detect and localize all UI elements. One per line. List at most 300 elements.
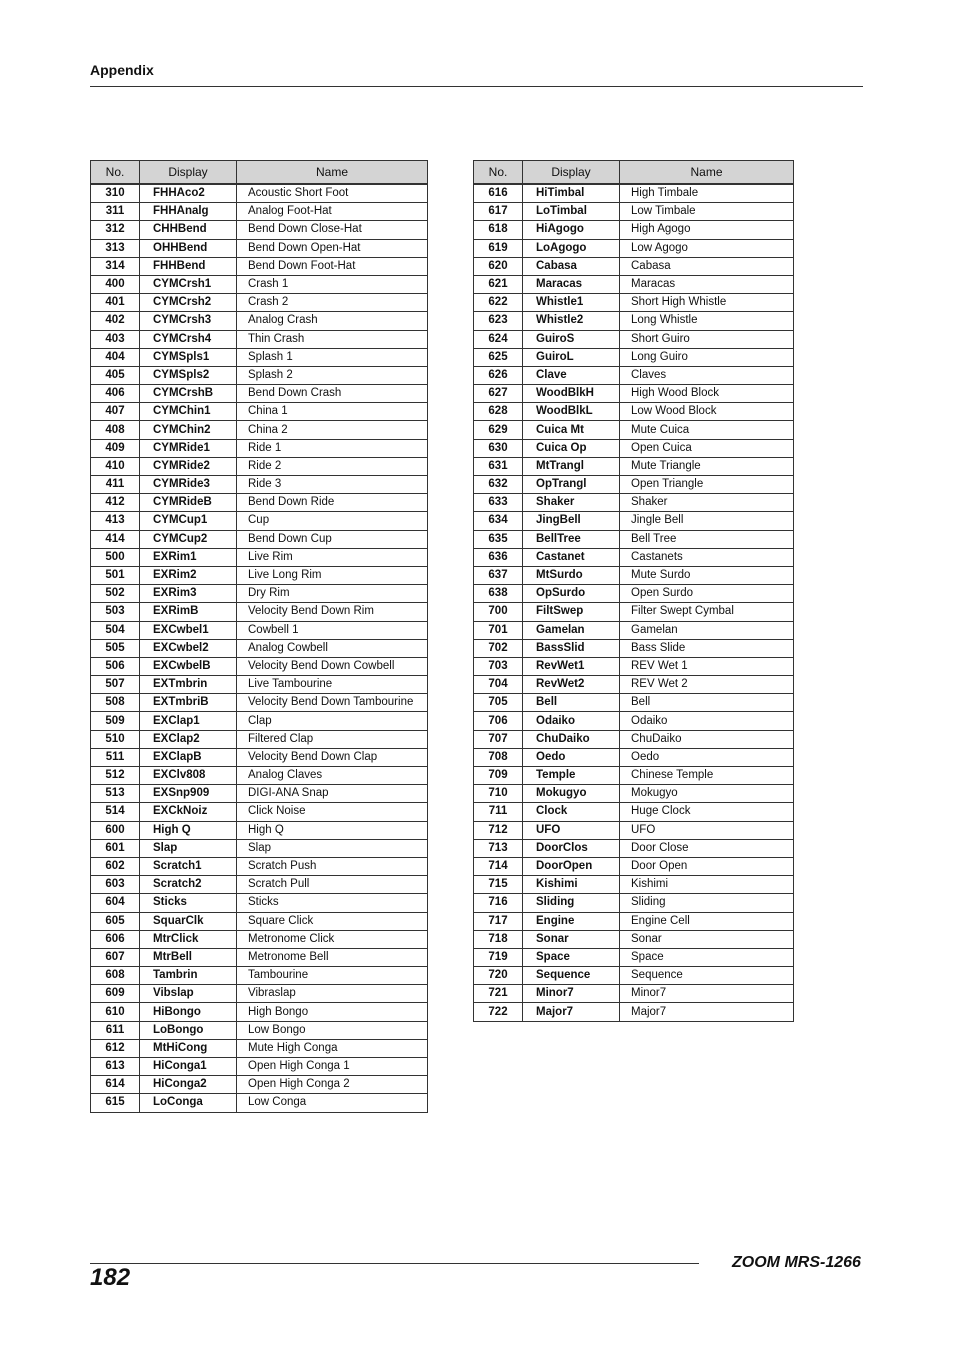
table-row bbox=[474, 767, 794, 785]
table-row bbox=[91, 821, 428, 839]
table-row bbox=[91, 1003, 428, 1021]
cell-no: 701 bbox=[474, 621, 523, 639]
cell-display: Clock bbox=[523, 803, 620, 821]
cell-name: Filtered Clap bbox=[237, 730, 428, 748]
cell-display: FHHBend bbox=[140, 257, 237, 275]
cell-no: 611 bbox=[91, 1021, 140, 1039]
cell-no: 715 bbox=[474, 876, 523, 894]
cell-name: Ride 1 bbox=[237, 439, 428, 457]
cell-display: GuiroL bbox=[523, 348, 620, 366]
cell-name: Castanets bbox=[620, 548, 794, 566]
cell-display: OpSurdo bbox=[523, 585, 620, 603]
cell-name: Sticks bbox=[237, 894, 428, 912]
table-row bbox=[91, 203, 428, 221]
cell-no: 601 bbox=[91, 839, 140, 857]
table-row bbox=[474, 548, 794, 566]
cell-no: 410 bbox=[91, 457, 140, 475]
cell-no: 631 bbox=[474, 457, 523, 475]
cell-name: Bend Down Cup bbox=[237, 530, 428, 548]
cell-name: Click Noise bbox=[237, 803, 428, 821]
cell-no: 618 bbox=[474, 221, 523, 239]
cell-no: 704 bbox=[474, 676, 523, 694]
cell-no: 620 bbox=[474, 257, 523, 275]
cell-no: 413 bbox=[91, 512, 140, 530]
table-row bbox=[91, 967, 428, 985]
header-rule bbox=[90, 86, 863, 87]
cell-no: 625 bbox=[474, 348, 523, 366]
table-row bbox=[474, 530, 794, 548]
cell-name: Cowbell 1 bbox=[237, 621, 428, 639]
cell-name: Open High Conga 2 bbox=[237, 1076, 428, 1094]
table-row bbox=[91, 712, 428, 730]
cell-name: Analog Foot-Hat bbox=[237, 203, 428, 221]
cell-no: 610 bbox=[91, 1003, 140, 1021]
cell-no: 708 bbox=[474, 748, 523, 766]
cell-name: Mute Surdo bbox=[620, 566, 794, 584]
cell-no: 514 bbox=[91, 803, 140, 821]
table-row bbox=[474, 385, 794, 403]
cell-name: High Q bbox=[237, 821, 428, 839]
table-row bbox=[91, 876, 428, 894]
cell-no: 604 bbox=[91, 894, 140, 912]
cell-display: DoorOpen bbox=[523, 857, 620, 875]
table-row bbox=[474, 857, 794, 875]
table-row bbox=[474, 948, 794, 966]
table-row bbox=[91, 1076, 428, 1094]
cell-no: 507 bbox=[91, 676, 140, 694]
table-row bbox=[91, 330, 428, 348]
cell-display: EXClap2 bbox=[140, 730, 237, 748]
cell-display: Cuica Op bbox=[523, 439, 620, 457]
cell-name: China 2 bbox=[237, 421, 428, 439]
cell-name: Bass Slide bbox=[620, 639, 794, 657]
cell-display: FHHAnalg bbox=[140, 203, 237, 221]
cell-no: 622 bbox=[474, 294, 523, 312]
cell-no: 605 bbox=[91, 912, 140, 930]
cell-display: WoodBlkL bbox=[523, 403, 620, 421]
table-row bbox=[91, 603, 428, 621]
table-row bbox=[474, 566, 794, 584]
table-row bbox=[474, 657, 794, 675]
cell-display: CYMCrshB bbox=[140, 385, 237, 403]
cell-display: EXCwbelB bbox=[140, 657, 237, 675]
cell-display: EXRim2 bbox=[140, 566, 237, 584]
cell-name: Crash 2 bbox=[237, 294, 428, 312]
table-row bbox=[91, 730, 428, 748]
cell-display: Castanet bbox=[523, 548, 620, 566]
cell-name: China 1 bbox=[237, 403, 428, 421]
cell-name: Cup bbox=[237, 512, 428, 530]
table-row bbox=[91, 857, 428, 875]
cell-display: MtHiCong bbox=[140, 1039, 237, 1057]
cell-name: Scratch Push bbox=[237, 857, 428, 875]
cell-no: 404 bbox=[91, 348, 140, 366]
cell-display: Sonar bbox=[523, 930, 620, 948]
cell-no: 621 bbox=[474, 275, 523, 293]
table-row bbox=[91, 1039, 428, 1057]
cell-name: Bend Down Foot-Hat bbox=[237, 257, 428, 275]
cell-no: 616 bbox=[474, 184, 523, 203]
cell-display: LoConga bbox=[140, 1094, 237, 1112]
cell-name: Live Tambourine bbox=[237, 676, 428, 694]
table-row bbox=[474, 730, 794, 748]
cell-no: 503 bbox=[91, 603, 140, 621]
cell-no: 313 bbox=[91, 239, 140, 257]
cell-name: Thin Crash bbox=[237, 330, 428, 348]
cell-name: Shaker bbox=[620, 494, 794, 512]
cell-display: Gamelan bbox=[523, 621, 620, 639]
table-row bbox=[91, 385, 428, 403]
table-row bbox=[91, 912, 428, 930]
cell-display: MtrClick bbox=[140, 930, 237, 948]
cell-name: Velocity Bend Down Rim bbox=[237, 603, 428, 621]
table-row bbox=[474, 712, 794, 730]
table-row bbox=[91, 639, 428, 657]
cell-display: Bell bbox=[523, 694, 620, 712]
cell-no: 716 bbox=[474, 894, 523, 912]
cell-name: Long Guiro bbox=[620, 348, 794, 366]
table-row bbox=[474, 694, 794, 712]
cell-display: CYMCrsh1 bbox=[140, 275, 237, 293]
cell-display: Scratch2 bbox=[140, 876, 237, 894]
cell-name: Clap bbox=[237, 712, 428, 730]
table-row bbox=[91, 621, 428, 639]
cell-name: Bell bbox=[620, 694, 794, 712]
cell-display: UFO bbox=[523, 821, 620, 839]
cell-no: 718 bbox=[474, 930, 523, 948]
drum-table-left bbox=[90, 160, 428, 1113]
cell-name: Short High Whistle bbox=[620, 294, 794, 312]
cell-name: High Timbale bbox=[620, 184, 794, 203]
cell-name: High Agogo bbox=[620, 221, 794, 239]
cell-no: 609 bbox=[91, 985, 140, 1003]
table-row bbox=[91, 221, 428, 239]
cell-display: Scratch1 bbox=[140, 857, 237, 875]
cell-name: Slap bbox=[237, 839, 428, 857]
cell-name: High Wood Block bbox=[620, 385, 794, 403]
cell-display: CYMCup1 bbox=[140, 512, 237, 530]
cell-name: Bend Down Crash bbox=[237, 385, 428, 403]
table-row bbox=[474, 930, 794, 948]
cell-no: 500 bbox=[91, 548, 140, 566]
cell-no: 624 bbox=[474, 330, 523, 348]
cell-display: MtSurdo bbox=[523, 566, 620, 584]
cell-display: EXClv808 bbox=[140, 767, 237, 785]
cell-no: 312 bbox=[91, 221, 140, 239]
page-number: 182 bbox=[90, 1264, 131, 1291]
cell-display: EXCwbel2 bbox=[140, 639, 237, 657]
cell-display: FHHAco2 bbox=[140, 184, 237, 203]
cell-display: RevWet1 bbox=[523, 657, 620, 675]
cell-display: Slap bbox=[140, 839, 237, 857]
cell-name: Huge Clock bbox=[620, 803, 794, 821]
column-header-name: Name bbox=[237, 161, 428, 185]
table-row bbox=[474, 476, 794, 494]
table-row bbox=[91, 1094, 428, 1112]
table-row bbox=[474, 785, 794, 803]
table-row bbox=[91, 657, 428, 675]
cell-display: Major7 bbox=[523, 1003, 620, 1021]
cell-no: 717 bbox=[474, 912, 523, 930]
cell-name: Open Cuica bbox=[620, 439, 794, 457]
cell-name: Velocity Bend Down Tambourine bbox=[237, 694, 428, 712]
cell-display: WoodBlkH bbox=[523, 385, 620, 403]
table-row bbox=[474, 366, 794, 384]
cell-name: Open Triangle bbox=[620, 476, 794, 494]
column-header-no: No. bbox=[474, 161, 523, 185]
cell-name: REV Wet 1 bbox=[620, 657, 794, 675]
cell-no: 412 bbox=[91, 494, 140, 512]
cell-display: CYMRideB bbox=[140, 494, 237, 512]
table-row bbox=[474, 748, 794, 766]
cell-display: Sequence bbox=[523, 967, 620, 985]
section-label: Appendix bbox=[90, 62, 154, 78]
cell-name: ChuDaiko bbox=[620, 730, 794, 748]
cell-no: 632 bbox=[474, 476, 523, 494]
cell-name: Crash 1 bbox=[237, 275, 428, 293]
cell-no: 310 bbox=[91, 184, 140, 203]
table-row bbox=[91, 1021, 428, 1039]
cell-display: Kishimi bbox=[523, 876, 620, 894]
cell-display: EXRimB bbox=[140, 603, 237, 621]
cell-name: Sonar bbox=[620, 930, 794, 948]
table-row bbox=[474, 603, 794, 621]
table-row bbox=[474, 639, 794, 657]
cell-display: EXCwbel1 bbox=[140, 621, 237, 639]
table-row bbox=[91, 694, 428, 712]
table-row bbox=[91, 985, 428, 1003]
cell-display: Clave bbox=[523, 366, 620, 384]
cell-display: CYMCup2 bbox=[140, 530, 237, 548]
cell-no: 513 bbox=[91, 785, 140, 803]
cell-display: ChuDaiko bbox=[523, 730, 620, 748]
table-row bbox=[91, 457, 428, 475]
cell-no: 634 bbox=[474, 512, 523, 530]
cell-display: FiltSwep bbox=[523, 603, 620, 621]
table-row bbox=[474, 257, 794, 275]
table-row bbox=[474, 585, 794, 603]
cell-name: Cabasa bbox=[620, 257, 794, 275]
table-row bbox=[474, 294, 794, 312]
cell-no: 702 bbox=[474, 639, 523, 657]
cell-display: Whistle2 bbox=[523, 312, 620, 330]
cell-no: 709 bbox=[474, 767, 523, 785]
cell-display: Minor7 bbox=[523, 985, 620, 1003]
cell-display: MtTrangl bbox=[523, 457, 620, 475]
table-header-row bbox=[91, 161, 428, 185]
cell-name: Scratch Pull bbox=[237, 876, 428, 894]
table-row bbox=[91, 1058, 428, 1076]
table-row bbox=[474, 203, 794, 221]
cell-no: 711 bbox=[474, 803, 523, 821]
cell-display: MtrBell bbox=[140, 948, 237, 966]
cell-name: Ride 2 bbox=[237, 457, 428, 475]
cell-name: Mute High Conga bbox=[237, 1039, 428, 1057]
cell-no: 606 bbox=[91, 930, 140, 948]
cell-name: Low Timbale bbox=[620, 203, 794, 221]
table-row bbox=[474, 403, 794, 421]
table-row bbox=[474, 967, 794, 985]
cell-no: 706 bbox=[474, 712, 523, 730]
cell-display: Temple bbox=[523, 767, 620, 785]
cell-name: Gamelan bbox=[620, 621, 794, 639]
table-row bbox=[474, 912, 794, 930]
cell-name: Engine Cell bbox=[620, 912, 794, 930]
cell-no: 720 bbox=[474, 967, 523, 985]
table-row bbox=[91, 785, 428, 803]
cell-display: Sticks bbox=[140, 894, 237, 912]
cell-display: OpTrangl bbox=[523, 476, 620, 494]
cell-display: BellTree bbox=[523, 530, 620, 548]
cell-name: Open Surdo bbox=[620, 585, 794, 603]
cell-name: Kishimi bbox=[620, 876, 794, 894]
cell-no: 406 bbox=[91, 385, 140, 403]
cell-no: 638 bbox=[474, 585, 523, 603]
table-row bbox=[91, 676, 428, 694]
table-row bbox=[91, 312, 428, 330]
table-row bbox=[91, 239, 428, 257]
table-row bbox=[91, 366, 428, 384]
cell-no: 311 bbox=[91, 203, 140, 221]
footer-rule bbox=[90, 1263, 699, 1264]
cell-name: Claves bbox=[620, 366, 794, 384]
table-row bbox=[474, 348, 794, 366]
table-header-row bbox=[474, 161, 794, 185]
cell-name: Square Click bbox=[237, 912, 428, 930]
cell-name: Odaiko bbox=[620, 712, 794, 730]
cell-name: Splash 1 bbox=[237, 348, 428, 366]
cell-display: EXTmbrin bbox=[140, 676, 237, 694]
cell-display: High Q bbox=[140, 821, 237, 839]
cell-display: Sliding bbox=[523, 894, 620, 912]
cell-no: 314 bbox=[91, 257, 140, 275]
cell-no: 623 bbox=[474, 312, 523, 330]
table-row bbox=[474, 439, 794, 457]
cell-no: 633 bbox=[474, 494, 523, 512]
cell-no: 603 bbox=[91, 876, 140, 894]
cell-name: Bend Down Close-Hat bbox=[237, 221, 428, 239]
cell-display: LoTimbal bbox=[523, 203, 620, 221]
table-row bbox=[91, 585, 428, 603]
cell-no: 512 bbox=[91, 767, 140, 785]
table-row bbox=[474, 621, 794, 639]
cell-name: Jingle Bell bbox=[620, 512, 794, 530]
cell-name: Low Wood Block bbox=[620, 403, 794, 421]
cell-display: CYMCrsh4 bbox=[140, 330, 237, 348]
cell-display: HiConga2 bbox=[140, 1076, 237, 1094]
cell-no: 705 bbox=[474, 694, 523, 712]
cell-no: 400 bbox=[91, 275, 140, 293]
table-row bbox=[474, 421, 794, 439]
cell-display: CYMCrsh3 bbox=[140, 312, 237, 330]
cell-no: 719 bbox=[474, 948, 523, 966]
table-row bbox=[474, 803, 794, 821]
cell-no: 510 bbox=[91, 730, 140, 748]
table-row bbox=[91, 403, 428, 421]
cell-name: Short Guiro bbox=[620, 330, 794, 348]
column-header-display: Display bbox=[523, 161, 620, 185]
cell-name: Major7 bbox=[620, 1003, 794, 1021]
cell-display: EXRim3 bbox=[140, 585, 237, 603]
cell-no: 617 bbox=[474, 203, 523, 221]
table-row bbox=[91, 421, 428, 439]
cell-no: 703 bbox=[474, 657, 523, 675]
table-row bbox=[474, 839, 794, 857]
cell-name: Bell Tree bbox=[620, 530, 794, 548]
cell-no: 707 bbox=[474, 730, 523, 748]
cell-no: 502 bbox=[91, 585, 140, 603]
cell-no: 637 bbox=[474, 566, 523, 584]
cell-display: EXClapB bbox=[140, 748, 237, 766]
cell-name: Long Whistle bbox=[620, 312, 794, 330]
table-row bbox=[474, 330, 794, 348]
table-row bbox=[91, 767, 428, 785]
cell-display: Mokugyo bbox=[523, 785, 620, 803]
cell-no: 407 bbox=[91, 403, 140, 421]
cell-no: 712 bbox=[474, 821, 523, 839]
cell-no: 504 bbox=[91, 621, 140, 639]
cell-display: HiConga1 bbox=[140, 1058, 237, 1076]
cell-no: 401 bbox=[91, 294, 140, 312]
cell-display: CYMSpls1 bbox=[140, 348, 237, 366]
cell-display: EXSnp909 bbox=[140, 785, 237, 803]
column-header-no: No. bbox=[91, 161, 140, 185]
cell-no: 608 bbox=[91, 967, 140, 985]
cell-no: 636 bbox=[474, 548, 523, 566]
table-row bbox=[474, 876, 794, 894]
table-row bbox=[91, 948, 428, 966]
cell-no: 505 bbox=[91, 639, 140, 657]
cell-display: Tambrin bbox=[140, 967, 237, 985]
cell-name: Analog Claves bbox=[237, 767, 428, 785]
cell-no: 710 bbox=[474, 785, 523, 803]
cell-name: High Bongo bbox=[237, 1003, 428, 1021]
cell-no: 501 bbox=[91, 566, 140, 584]
table-row bbox=[474, 894, 794, 912]
cell-display: BassSlid bbox=[523, 639, 620, 657]
table-row bbox=[91, 494, 428, 512]
cell-name: Mokugyo bbox=[620, 785, 794, 803]
cell-display: CYMRide3 bbox=[140, 476, 237, 494]
table-row bbox=[91, 275, 428, 293]
table-row bbox=[474, 494, 794, 512]
cell-no: 630 bbox=[474, 439, 523, 457]
cell-display: RevWet2 bbox=[523, 676, 620, 694]
cell-name: Live Long Rim bbox=[237, 566, 428, 584]
cell-display: Odaiko bbox=[523, 712, 620, 730]
cell-name: Acoustic Short Foot bbox=[237, 184, 428, 203]
cell-no: 414 bbox=[91, 530, 140, 548]
cell-no: 627 bbox=[474, 385, 523, 403]
cell-name: REV Wet 2 bbox=[620, 676, 794, 694]
cell-no: 628 bbox=[474, 403, 523, 421]
table-row bbox=[474, 184, 794, 203]
cell-display: LoAgogo bbox=[523, 239, 620, 257]
cell-no: 408 bbox=[91, 421, 140, 439]
cell-no: 612 bbox=[91, 1039, 140, 1057]
cell-no: 721 bbox=[474, 985, 523, 1003]
cell-no: 614 bbox=[91, 1076, 140, 1094]
cell-display: LoBongo bbox=[140, 1021, 237, 1039]
cell-no: 629 bbox=[474, 421, 523, 439]
cell-display: Maracas bbox=[523, 275, 620, 293]
cell-name: Dry Rim bbox=[237, 585, 428, 603]
cell-name: Sliding bbox=[620, 894, 794, 912]
cell-no: 713 bbox=[474, 839, 523, 857]
cell-name: Ride 3 bbox=[237, 476, 428, 494]
cell-name: Low Agogo bbox=[620, 239, 794, 257]
table-row bbox=[474, 512, 794, 530]
